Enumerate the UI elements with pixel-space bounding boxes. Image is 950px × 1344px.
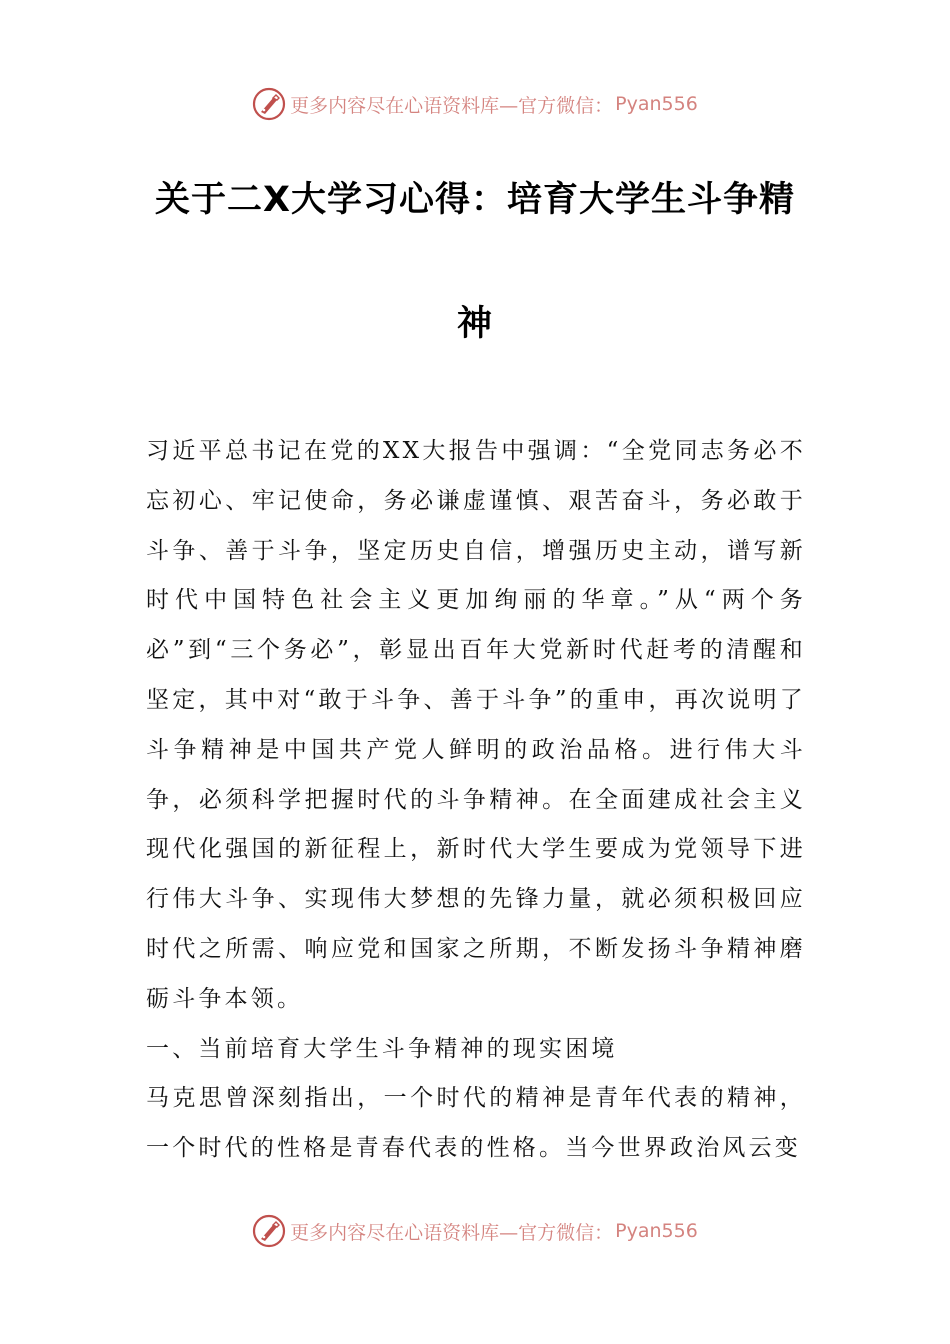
document-body <box>146 427 806 1174</box>
intro-paragraph: 习近平总书记在党的XX大报告中强调：“全党同志务必不忘初心、牢记使命，务必谦虚谨慎、艰苦奋斗，务必敢于斗争、善于斗争，坚定历史自信，增强历史主动，谱写新时代中国特色社会主义更加绚丽的华章。”从“两个务必”到“三个务必”，彰显出百年大党新时代赶考的清醒和坚定，其中对“敢于斗争、善于斗争”的重申，再次说明了斗争精神是中国共产党人鲜明的政治品格。进行伟大斗争，必须科学把握时代的斗争精神。在全面建成社会主义现代化强国的新征程上，新时代大学生要成为党领导下进行伟大斗争、实现伟大梦想的先锋力量，就必须积极回应时代之所需、响应党和国家之所期，不断发扬斗争精神磨砺斗争本领。 <box>146 438 806 1012</box>
section-heading: 一、当前培育大学生斗争精神的现实困境 <box>146 1035 618 1062</box>
watermark-wechat-id: Pyan556 <box>615 93 698 115</box>
watermark-text: 更多内容尽在心语资料库—官方微信： <box>290 94 614 117</box>
pen-nib-icon <box>252 1214 286 1248</box>
section-paragraph: 马克思曾深刻指出，一个时代的精神是青年代表的精神，一个时代的性格是青春代表的性格。当今世界政治风云变 <box>146 1085 806 1162</box>
document-title-line-1: 关于二X大学习心得：培育大学生斗争精 <box>155 180 795 220</box>
header-watermark <box>0 84 950 124</box>
pen-nib-icon <box>252 87 286 121</box>
watermark-wechat-id: Pyan556 <box>615 1220 698 1242</box>
footer-watermark <box>0 1211 950 1251</box>
document-title-line-2: 神 <box>456 304 493 344</box>
watermark-text: 更多内容尽在心语资料库—官方微信： <box>290 1221 614 1244</box>
